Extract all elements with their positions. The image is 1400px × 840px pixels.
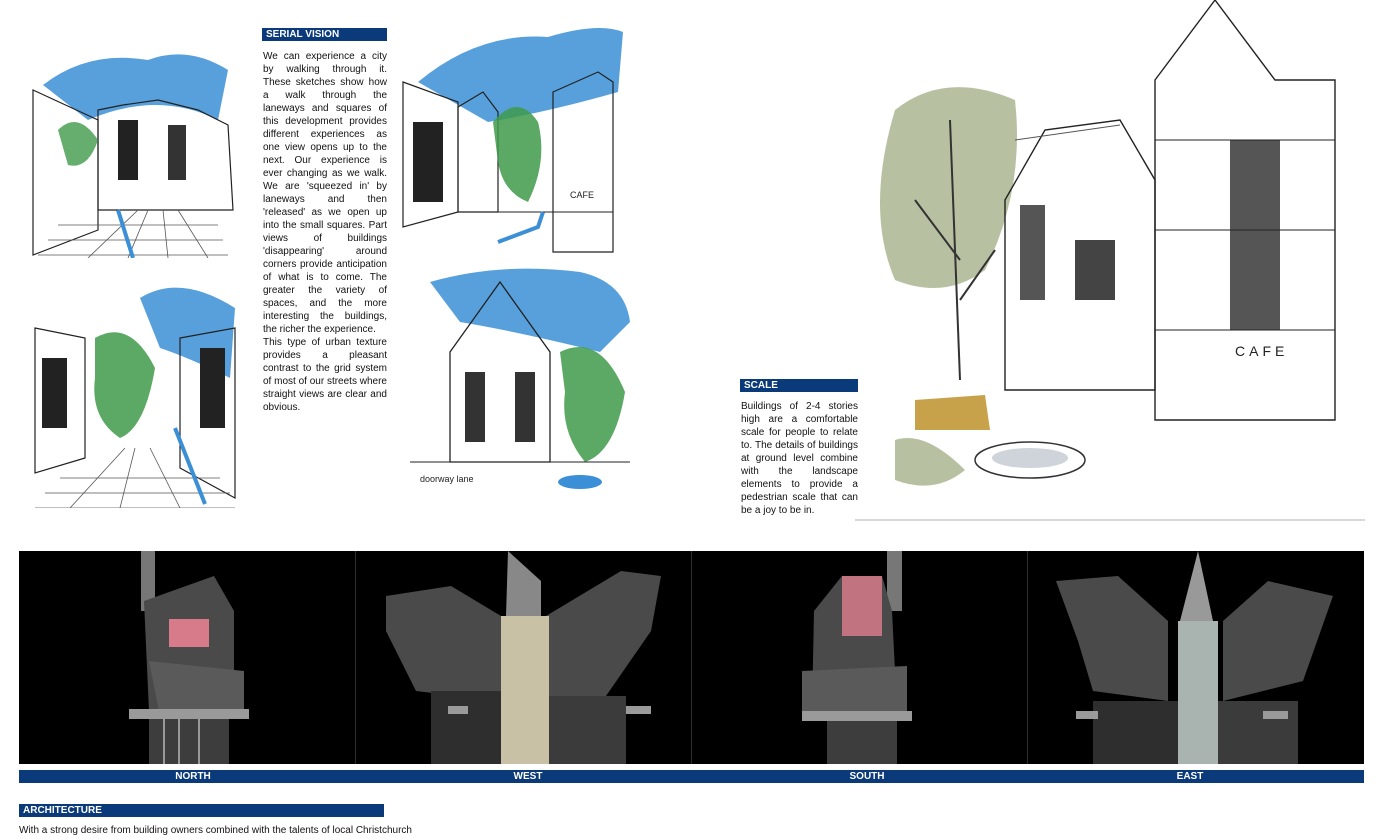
- sketch-laneway-1: [28, 30, 243, 258]
- sketch-cafe-sign: CAFE: [570, 190, 595, 200]
- elevation-south: [692, 551, 1028, 764]
- sketch-laneway-2: [398, 12, 626, 254]
- elevation-east: [1028, 551, 1364, 764]
- architecture-heading: ARCHITECTURE: [19, 804, 384, 817]
- scale-body: Buildings of 2-4 stories high are a comfortable scale for people to relate to. The details of buildings at ground level combine with the landscape elements to provide a pedestrian scale that can be a joy to be in.: [741, 401, 858, 516]
- scale-heading: SCALE: [740, 379, 858, 392]
- elevation-labels: [19, 770, 1364, 783]
- sketch-lane-sign: doorway lane: [420, 474, 474, 484]
- elevation-label-north: NORTH: [175, 771, 211, 782]
- elevation-west: [356, 551, 691, 764]
- serial-vision-paragraph-1: We can experience a city by walking through it. These sketches show how a walk through the laneways and squares of this development provides different experiences as one view opens up to the next. Our experience is ever changing as we walk. We are 'squeezed in' by laneways and then 'released' as we open up into the small squares. Part views of buildings 'disappearing' around corners provide anticipation of what is to come. The greater the variety of spaces, and the more interesting the buildings, the richer the experience.: [263, 51, 387, 335]
- architecture-body: With a strong desire from building owners combined with the talents of local Christchurch: [19, 825, 412, 836]
- sketch-laneway-4: [400, 262, 635, 507]
- elevation-north: [19, 551, 355, 764]
- elevation-strip: [19, 551, 1364, 764]
- sketch-laneway-3: [30, 268, 242, 508]
- sketch-courtyard-scale: [855, 0, 1365, 525]
- sketch-shop-sign: CAFE: [1235, 343, 1289, 359]
- serial-vision-body: [263, 50, 387, 414]
- elevation-label-west: WEST: [513, 771, 543, 782]
- serial-vision-heading: SERIAL VISION: [262, 28, 387, 41]
- serial-vision-paragraph-2: This type of urban texture provides a pleasant contrast to the grid system of most of our streets where straight views are clear and obvious.: [263, 337, 387, 413]
- elevation-label-east: EAST: [1176, 771, 1204, 782]
- elevation-label-south: SOUTH: [849, 771, 885, 782]
